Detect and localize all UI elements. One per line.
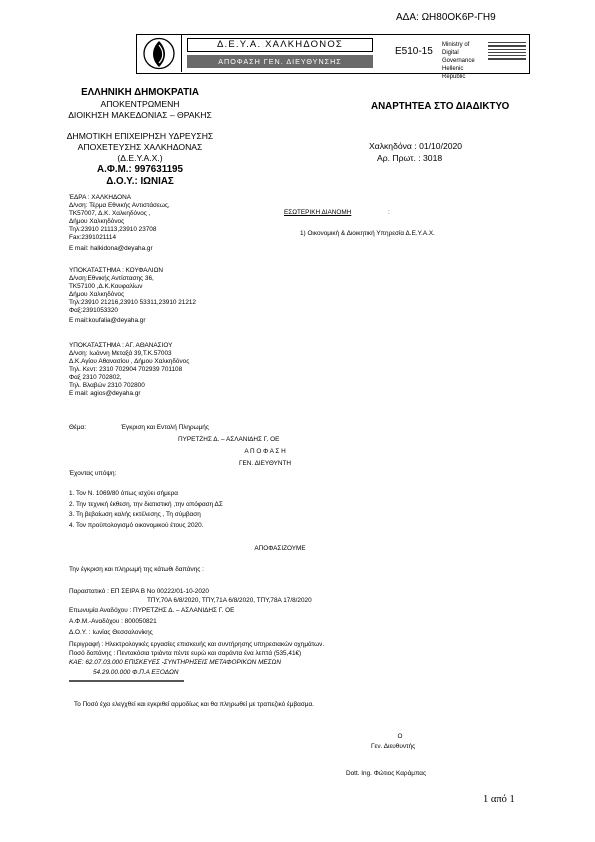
detail-afm: Α.Φ.Μ.-Αναδόχου : 800050821 [69,618,157,625]
we-decide: ΑΠΟΦΑΣΙΖΟΥΜΕ [254,545,306,552]
distribution-item: 1) Οικονομική & Διοικητική Υπηρεσία Δ.Ε.Υ.Α.Χ. [300,230,435,237]
signature-title: Γεν. Διευθυντής [371,743,416,750]
header-code: Ε510-15 [395,46,433,57]
subject-line-1: Έγκριση και Εντολή Πληρωμής [121,424,209,431]
doc-date: Χαλκηδόνα : 01/10/2020 [369,141,463,151]
ministry-text: Ministry of Digital Governance Hellenic Republic [442,42,475,80]
detail-contractor: Επωνυμία Αναδόχου : ΠΥΡΕΤΖΗΣ Δ. – ΑΣΛΑΝΙΔΗΣ Γ. ΟΕ [69,607,235,614]
decision-subtitle: ΓΕΝ. ΔΙΕΥΘΥΝΤΗ [239,460,291,467]
detail-description: Περιγραφή : Ηλεκτρολογικές εργασίες επισκευής και συντήρησης υπηρεσιακών οχημάτων. [69,641,325,648]
office-agios-athanasios: ΥΠΟΚΑΤΑΣΤΗΜΑ : ΑΓ. ΑΘΑΝΑΣΙΟΥ Δ/νση: Ιωάννη Μεταξά 39,Τ.Κ.57003 Δ.Κ.Αγίου Αθανασίου , Δήμου Χαλκηδόνος Τηλ. Κεντ: 2310 702904 702939 701108 Φαξ 2310 702802, Τηλ. Βλαβών 2310 702800 E mail: agios@deyaha.gr [69,342,190,397]
amount-underline [69,680,184,682]
detail-doy: Δ.Ο.Υ. : Ιωνίας Θεσσαλονίκης [69,629,153,636]
office-koufalia: ΥΠΟΚΑΤΑΣΤΗΜΑ : ΚΟΥΦΑΛΙΩΝ Δ/νση:Εθνικής Αντίστασης 36, ΤΚ57100 ,Δ.Κ.Κουφαλίων Δήμου Χαλκηδόνος Τηλ:23910 21216,23910 53311,23910 21212 Φαξ:2391053320 E mail:koufalia@deyaha.gr [69,267,196,324]
header-doc-type: ΑΠΟΦΑΣΗ ΓΕΝ. ΔΙΕΥΘΥΝΣΗΣ [187,55,373,68]
detail-invoice: Παραστατικό : ΕΠ ΣΕΙΡΑ Β Νο 00222/01-10-2020 [69,588,209,595]
signature-name: Dott. Ing. Φώτιος Καράμπας [346,770,427,777]
ada-code: ΑΔΑ: ΩΗ80ΟΚ6Ρ-ΓΗ9 [396,12,496,23]
decision-title: Α Π Ο Φ Α Σ Η [244,448,286,455]
detail-vat: 54.29.00.000 Φ.Π.Α ΕΞΟΔΩΝ [93,669,179,676]
distribution-title: ΕΣΩΤΕΡΙΚΗ ΔΙΑΝΟΜΗ [284,209,352,216]
distribution-colon: : [388,209,390,216]
detail-tpy: ΤΠΥ,70Α 6/8/2020, ΤΠΥ,71Α 6/8/2020, ΤΠΥ,78Α 17/8/2020 [147,597,312,604]
having-in-mind: Έχοντας υπόψη: [69,470,117,477]
office-headquarters: ΈΔΡΑ : ΧΑΛΚΗΔΟΝΑ Δ/νση: Τέρμα Εθνικής Αντιστάσεως, ΤΚ57007, Δ.Κ. Χαλκηδόνος , Δήμου Χαλκηδόνος Τηλ:23910 21113,23910 23708 Fax:2391021114 E mail: halkidona@deyaha.gr [69,194,170,252]
publish-notice: ΑΝΑΡΤΗΤΕΑ ΣΤΟ ΔΙΑΔΙΚΤΥΟ [371,101,510,112]
approval-text: Την έγκριση και πληρωμή της κάτωθι δαπάνης : [69,566,204,573]
final-statement: Το Ποσό έχει ελεγχθεί και εγκριθεί αρμοδίως και θα πληρωθεί με τραπεζικό έμβασμα. [74,701,314,708]
logo-icon [137,35,182,72]
signature-stamp-lines [488,42,526,69]
page-number: 1 από 1 [483,794,515,805]
detail-kae: ΚΑΕ: 62.07.03.000 ΕΠΙΣΚΕΥΕΣ -ΣΥΝΤΗΡΗΣΕΙΣ ΜΕΤΑΦΟΡΙΚΩΝ ΜΕΣΩΝ [69,659,281,666]
header-box [136,34,530,80]
left-heading: ΕΛΛΗΝΙΚΗ ΔΗΜΟΚΡΑΤΙΑ ΑΠΟΚΕΝΤΡΩΜΕΝΗ ΔΙΟΙΚΗΣΗ ΜΑΚΕΔΟΝΙΑΣ – ΘΡΑΚΗΣ ΔΗΜΟΤΙΚΗ ΕΠΙΧΕΙΡΗΣΗ ΥΔΡΕΥΣΗΣ ΑΠΟΧΕΤΕΥΣΗΣ ΧΑΛΚΗΔΟΝΑΣ (Δ.Ε.Υ.Α.Χ.) Α.Φ.Μ.: 997631195 Δ.Ο.Υ.: ΙΩΝΙΑΣ [66,87,214,187]
signature-article: Ο [397,733,403,740]
header-org-name: Δ.Ε.Υ.Α. ΧΑΛΚΗΔΟΝΟΣ [187,38,373,52]
detail-amount: Ποσό δαπάνης : Πεντακόσια τριάντα πέντε ευρώ και σαράντα ένα λεπτά (535,41€) [69,650,302,657]
subject-line-2: ΠΥΡΕΤΖΗΣ Δ. – ΑΣΛΑΝΙΔΗΣ Γ. ΟΕ [178,436,280,443]
protocol-number: Αρ. Πρωτ. : 3018 [377,153,443,163]
subject-label: Θέμα: [69,424,86,431]
considerations-list: 1. Τον Ν. 1069/80 όπως ισχύει σήμερα 2. Την τεχνική έκθεση, την διατιστική ,την απόφαση ΔΣ 3. Τη βεβαίωση καλής εκτέλεσης , Τη σύμβαση 4. Τον προϋπολογισμό οικονομικού έτους 2020. [69,490,223,529]
